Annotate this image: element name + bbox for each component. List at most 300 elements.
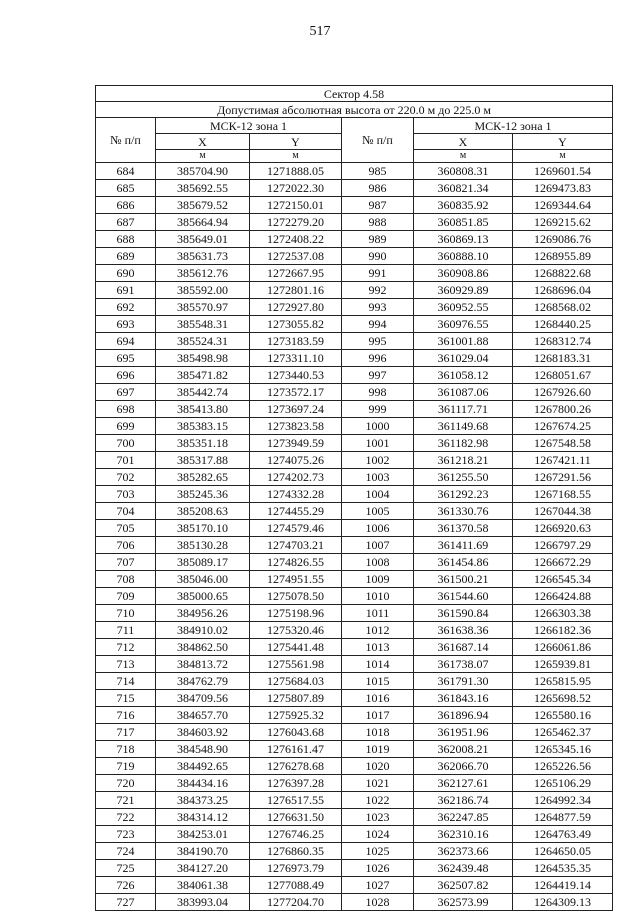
table-row — [96, 214, 613, 231]
point-num-left: 697 — [96, 384, 156, 401]
x-value-right: 362507.82 — [414, 877, 513, 894]
x-value-left: 385679.52 — [156, 197, 250, 214]
unit-y-right: м — [513, 150, 613, 163]
y-value-left: 1276973.79 — [250, 860, 342, 877]
y-value-right: 1264309.13 — [513, 894, 613, 911]
point-num-right: 991 — [342, 265, 414, 282]
x-header-left: X — [156, 134, 250, 150]
point-num-right: 1022 — [342, 792, 414, 809]
y-value-left: 1273823.58 — [250, 418, 342, 435]
point-num-left: 707 — [96, 554, 156, 571]
x-value-right: 361182.98 — [414, 435, 513, 452]
sector-title: Сектор 4.58 — [96, 86, 613, 102]
point-num-right: 996 — [342, 350, 414, 367]
point-num-left: 694 — [96, 333, 156, 350]
table-row — [96, 860, 613, 877]
y-header-right: Y — [513, 134, 613, 150]
y-header-left: Y — [250, 134, 342, 150]
point-num-left: 688 — [96, 231, 156, 248]
x-value-left: 384762.79 — [156, 673, 250, 690]
point-num-right: 997 — [342, 367, 414, 384]
y-value-left: 1275320.46 — [250, 622, 342, 639]
point-num-left: 695 — [96, 350, 156, 367]
y-value-right: 1266545.34 — [513, 571, 613, 588]
x-value-right: 361896.94 — [414, 707, 513, 724]
x-value-right: 361292.23 — [414, 486, 513, 503]
point-num-right: 994 — [342, 316, 414, 333]
y-value-left: 1274455.29 — [250, 503, 342, 520]
table-row — [96, 231, 613, 248]
point-num-right: 987 — [342, 197, 414, 214]
table-row — [96, 639, 613, 656]
point-num-left: 724 — [96, 843, 156, 860]
y-value-left: 1272022.30 — [250, 180, 342, 197]
point-num-right: 1002 — [342, 452, 414, 469]
y-value-right: 1264419.14 — [513, 877, 613, 894]
point-num-right: 986 — [342, 180, 414, 197]
y-value-left: 1276631.50 — [250, 809, 342, 826]
point-num-right: 985 — [342, 163, 414, 180]
x-value-left: 385383.15 — [156, 418, 250, 435]
y-value-left: 1276278.68 — [250, 758, 342, 775]
table-row — [96, 520, 613, 537]
y-value-left: 1275561.98 — [250, 656, 342, 673]
point-num-right: 1003 — [342, 469, 414, 486]
y-value-left: 1275198.96 — [250, 605, 342, 622]
col-num-header-right: № п/п — [342, 118, 414, 163]
table-row — [96, 418, 613, 435]
point-num-left: 690 — [96, 265, 156, 282]
point-num-right: 1000 — [342, 418, 414, 435]
x-value-left: 384657.70 — [156, 707, 250, 724]
y-value-right: 1266182.36 — [513, 622, 613, 639]
y-value-right: 1264535.35 — [513, 860, 613, 877]
x-value-right: 362127.61 — [414, 775, 513, 792]
y-value-left: 1274075.26 — [250, 452, 342, 469]
x-value-right: 362573.99 — [414, 894, 513, 911]
point-num-left: 698 — [96, 401, 156, 418]
point-num-right: 1013 — [342, 639, 414, 656]
unit-x-left: м — [156, 150, 250, 163]
x-value-left: 384314.12 — [156, 809, 250, 826]
x-value-left: 385471.82 — [156, 367, 250, 384]
zone-header-right: МСК-12 зона 1 — [414, 118, 613, 134]
point-num-left: 719 — [96, 758, 156, 775]
y-value-left: 1273440.53 — [250, 367, 342, 384]
x-value-left: 385208.63 — [156, 503, 250, 520]
table-row — [96, 384, 613, 401]
y-value-left: 1274703.21 — [250, 537, 342, 554]
x-value-left: 384603.92 — [156, 724, 250, 741]
x-value-right: 360952.55 — [414, 299, 513, 316]
x-value-left: 385282.65 — [156, 469, 250, 486]
y-value-right: 1268440.25 — [513, 316, 613, 333]
x-value-right: 361087.06 — [414, 384, 513, 401]
point-num-left: 712 — [96, 639, 156, 656]
point-num-left: 722 — [96, 809, 156, 826]
x-value-left: 385592.00 — [156, 282, 250, 299]
y-value-left: 1272537.08 — [250, 248, 342, 265]
x-value-right: 361411.69 — [414, 537, 513, 554]
y-value-right: 1265345.16 — [513, 741, 613, 758]
x-value-right: 362373.66 — [414, 843, 513, 860]
y-value-right: 1268696.04 — [513, 282, 613, 299]
y-value-left: 1273055.82 — [250, 316, 342, 333]
x-value-right: 360821.34 — [414, 180, 513, 197]
y-value-left: 1271888.05 — [250, 163, 342, 180]
y-value-left: 1273572.17 — [250, 384, 342, 401]
y-value-left: 1276517.55 — [250, 792, 342, 809]
table-row — [96, 180, 613, 197]
table-row — [96, 537, 613, 554]
x-value-right: 362247.85 — [414, 809, 513, 826]
y-value-right: 1268822.68 — [513, 265, 613, 282]
x-value-right: 361843.16 — [414, 690, 513, 707]
point-num-left: 706 — [96, 537, 156, 554]
x-value-right: 360835.92 — [414, 197, 513, 214]
y-value-right: 1268051.67 — [513, 367, 613, 384]
point-num-left: 713 — [96, 656, 156, 673]
unit-x-right: м — [414, 150, 513, 163]
point-num-left: 687 — [96, 214, 156, 231]
x-value-left: 385442.74 — [156, 384, 250, 401]
table-row — [96, 248, 613, 265]
point-num-right: 1025 — [342, 843, 414, 860]
x-value-left: 385664.94 — [156, 214, 250, 231]
y-value-right: 1268183.31 — [513, 350, 613, 367]
table-row — [96, 792, 613, 809]
table-row — [96, 588, 613, 605]
point-num-left: 686 — [96, 197, 156, 214]
table-row — [96, 452, 613, 469]
table-row — [96, 265, 613, 282]
y-value-right: 1266920.63 — [513, 520, 613, 537]
y-value-left: 1273697.24 — [250, 401, 342, 418]
x-value-right: 361590.84 — [414, 605, 513, 622]
x-value-right: 362186.74 — [414, 792, 513, 809]
point-num-right: 1027 — [342, 877, 414, 894]
x-value-left: 385524.31 — [156, 333, 250, 350]
table-row — [96, 486, 613, 503]
y-value-left: 1276161.47 — [250, 741, 342, 758]
table-row — [96, 758, 613, 775]
y-value-left: 1275684.03 — [250, 673, 342, 690]
y-value-right: 1269473.83 — [513, 180, 613, 197]
y-value-left: 1272279.20 — [250, 214, 342, 231]
x-value-right: 362310.16 — [414, 826, 513, 843]
point-num-right: 1017 — [342, 707, 414, 724]
table-row — [96, 622, 613, 639]
point-num-right: 1018 — [342, 724, 414, 741]
table-row — [96, 741, 613, 758]
x-value-right: 361500.21 — [414, 571, 513, 588]
y-value-left: 1277204.70 — [250, 894, 342, 911]
y-value-left: 1276397.28 — [250, 775, 342, 792]
point-num-left: 701 — [96, 452, 156, 469]
x-value-right: 361117.71 — [414, 401, 513, 418]
x-value-right: 361638.36 — [414, 622, 513, 639]
y-value-left: 1276860.35 — [250, 843, 342, 860]
point-num-left: 720 — [96, 775, 156, 792]
x-value-right: 361029.04 — [414, 350, 513, 367]
point-num-left: 696 — [96, 367, 156, 384]
x-value-right: 361951.96 — [414, 724, 513, 741]
y-value-right: 1264992.34 — [513, 792, 613, 809]
y-value-left: 1275078.50 — [250, 588, 342, 605]
point-num-left: 700 — [96, 435, 156, 452]
y-value-right: 1265815.95 — [513, 673, 613, 690]
x-value-left: 385317.88 — [156, 452, 250, 469]
point-num-left: 709 — [96, 588, 156, 605]
table-row — [96, 605, 613, 622]
x-value-left: 385170.10 — [156, 520, 250, 537]
table-row — [96, 707, 613, 724]
x-value-right: 362066.70 — [414, 758, 513, 775]
y-value-right: 1267674.25 — [513, 418, 613, 435]
y-value-left: 1274332.28 — [250, 486, 342, 503]
y-value-left: 1274202.73 — [250, 469, 342, 486]
y-value-right: 1266424.88 — [513, 588, 613, 605]
zone-header-left: МСК-12 зона 1 — [156, 118, 342, 134]
y-value-left: 1275807.89 — [250, 690, 342, 707]
x-value-right: 362439.48 — [414, 860, 513, 877]
point-num-left: 684 — [96, 163, 156, 180]
y-value-right: 1267926.60 — [513, 384, 613, 401]
point-num-left: 693 — [96, 316, 156, 333]
table-row — [96, 435, 613, 452]
x-value-right: 361738.07 — [414, 656, 513, 673]
y-value-left: 1273311.10 — [250, 350, 342, 367]
point-num-left: 704 — [96, 503, 156, 520]
x-value-left: 384910.02 — [156, 622, 250, 639]
point-num-left: 715 — [96, 690, 156, 707]
point-num-left: 717 — [96, 724, 156, 741]
x-value-left: 385649.01 — [156, 231, 250, 248]
y-value-left: 1277088.49 — [250, 877, 342, 894]
table-row — [96, 673, 613, 690]
y-value-left: 1272801.16 — [250, 282, 342, 299]
y-value-right: 1267548.58 — [513, 435, 613, 452]
table-row — [96, 503, 613, 520]
x-value-right: 360869.13 — [414, 231, 513, 248]
point-num-right: 999 — [342, 401, 414, 418]
point-num-left: 723 — [96, 826, 156, 843]
x-value-left: 384709.56 — [156, 690, 250, 707]
y-value-right: 1265698.52 — [513, 690, 613, 707]
height-range: Допустимая абсолютная высота от 220.0 м до 225.0 м — [96, 102, 613, 118]
x-value-left: 385612.76 — [156, 265, 250, 282]
x-value-left: 385498.98 — [156, 350, 250, 367]
point-num-right: 1015 — [342, 673, 414, 690]
x-value-right: 361001.88 — [414, 333, 513, 350]
y-value-right: 1269601.54 — [513, 163, 613, 180]
point-num-right: 1010 — [342, 588, 414, 605]
y-value-right: 1267291.56 — [513, 469, 613, 486]
point-num-right: 1020 — [342, 758, 414, 775]
y-value-left: 1273183.59 — [250, 333, 342, 350]
y-value-right: 1266672.29 — [513, 554, 613, 571]
table-row — [96, 690, 613, 707]
y-value-right: 1269344.64 — [513, 197, 613, 214]
point-num-left: 710 — [96, 605, 156, 622]
point-num-left: 702 — [96, 469, 156, 486]
y-value-left: 1273949.59 — [250, 435, 342, 452]
point-num-right: 1012 — [342, 622, 414, 639]
table-row — [96, 809, 613, 826]
x-value-right: 361330.76 — [414, 503, 513, 520]
table-row — [96, 350, 613, 367]
point-num-left: 708 — [96, 571, 156, 588]
point-num-left: 716 — [96, 707, 156, 724]
x-value-left: 384862.50 — [156, 639, 250, 656]
table-row — [96, 877, 613, 894]
table-row — [96, 401, 613, 418]
x-value-left: 385548.31 — [156, 316, 250, 333]
point-num-right: 1007 — [342, 537, 414, 554]
x-value-left: 384434.16 — [156, 775, 250, 792]
point-num-left: 689 — [96, 248, 156, 265]
y-value-left: 1275441.48 — [250, 639, 342, 656]
y-value-right: 1266061.86 — [513, 639, 613, 656]
x-value-right: 361454.86 — [414, 554, 513, 571]
y-value-right: 1266303.38 — [513, 605, 613, 622]
x-value-right: 361544.60 — [414, 588, 513, 605]
point-num-right: 1024 — [342, 826, 414, 843]
x-value-right: 361687.14 — [414, 639, 513, 656]
point-num-left: 685 — [96, 180, 156, 197]
point-num-right: 993 — [342, 299, 414, 316]
x-value-right: 360929.89 — [414, 282, 513, 299]
point-num-left: 726 — [96, 877, 156, 894]
y-value-right: 1265106.29 — [513, 775, 613, 792]
x-value-left: 385704.90 — [156, 163, 250, 180]
y-value-left: 1274826.55 — [250, 554, 342, 571]
x-value-right: 361218.21 — [414, 452, 513, 469]
point-num-right: 995 — [342, 333, 414, 350]
x-value-left: 385046.00 — [156, 571, 250, 588]
x-value-left: 384373.25 — [156, 792, 250, 809]
table-row — [96, 843, 613, 860]
y-value-right: 1268312.74 — [513, 333, 613, 350]
x-value-right: 360808.31 — [414, 163, 513, 180]
x-value-right: 360976.55 — [414, 316, 513, 333]
y-value-right: 1265226.56 — [513, 758, 613, 775]
table-row — [96, 894, 613, 911]
x-value-left: 385000.65 — [156, 588, 250, 605]
x-value-left: 385245.36 — [156, 486, 250, 503]
point-num-right: 1021 — [342, 775, 414, 792]
table-row — [96, 299, 613, 316]
y-value-right: 1264650.05 — [513, 843, 613, 860]
page-number: 517 — [309, 24, 331, 39]
x-value-left: 384956.26 — [156, 605, 250, 622]
x-value-left: 385631.73 — [156, 248, 250, 265]
x-value-right: 360888.10 — [414, 248, 513, 265]
x-value-right: 362008.21 — [414, 741, 513, 758]
point-num-left: 727 — [96, 894, 156, 911]
y-value-right: 1268568.02 — [513, 299, 613, 316]
point-num-left: 721 — [96, 792, 156, 809]
point-num-right: 1009 — [342, 571, 414, 588]
point-num-right: 1006 — [342, 520, 414, 537]
x-value-right: 361370.58 — [414, 520, 513, 537]
x-value-left: 384492.65 — [156, 758, 250, 775]
coordinates-table — [95, 85, 613, 911]
point-num-right: 1014 — [342, 656, 414, 673]
x-value-left: 384813.72 — [156, 656, 250, 673]
point-num-left: 705 — [96, 520, 156, 537]
y-value-right: 1268955.89 — [513, 248, 613, 265]
y-value-right: 1267044.38 — [513, 503, 613, 520]
y-value-right: 1266797.29 — [513, 537, 613, 554]
y-value-left: 1272667.95 — [250, 265, 342, 282]
point-num-right: 990 — [342, 248, 414, 265]
table-row — [96, 724, 613, 741]
y-value-right: 1265580.16 — [513, 707, 613, 724]
point-num-left: 725 — [96, 860, 156, 877]
point-num-left: 691 — [96, 282, 156, 299]
table-row — [96, 656, 613, 673]
x-value-right: 361255.50 — [414, 469, 513, 486]
table-row — [96, 775, 613, 792]
y-value-left: 1272408.22 — [250, 231, 342, 248]
table-row — [96, 554, 613, 571]
x-value-left: 384548.90 — [156, 741, 250, 758]
col-num-header-left: № п/п — [96, 118, 156, 163]
point-num-right: 989 — [342, 231, 414, 248]
point-num-right: 1001 — [342, 435, 414, 452]
y-value-right: 1267168.55 — [513, 486, 613, 503]
y-value-right: 1264763.49 — [513, 826, 613, 843]
x-value-left: 384127.20 — [156, 860, 250, 877]
point-num-right: 1011 — [342, 605, 414, 622]
y-value-right: 1269215.62 — [513, 214, 613, 231]
x-value-right: 361149.68 — [414, 418, 513, 435]
y-value-right: 1269086.76 — [513, 231, 613, 248]
table-row — [96, 571, 613, 588]
point-num-right: 1023 — [342, 809, 414, 826]
point-num-left: 714 — [96, 673, 156, 690]
y-value-left: 1274951.55 — [250, 571, 342, 588]
y-value-right: 1265462.37 — [513, 724, 613, 741]
y-value-left: 1276043.68 — [250, 724, 342, 741]
table-row — [96, 333, 613, 350]
table-row — [96, 316, 613, 333]
table-row — [96, 826, 613, 843]
x-value-right: 361058.12 — [414, 367, 513, 384]
point-num-right: 988 — [342, 214, 414, 231]
point-num-right: 998 — [342, 384, 414, 401]
point-num-right: 1004 — [342, 486, 414, 503]
y-value-right: 1265939.81 — [513, 656, 613, 673]
x-value-right: 361791.30 — [414, 673, 513, 690]
table-body — [96, 163, 613, 911]
point-num-right: 1016 — [342, 690, 414, 707]
point-num-right: 1008 — [342, 554, 414, 571]
x-value-left: 383993.04 — [156, 894, 250, 911]
unit-y-left: м — [250, 150, 342, 163]
point-num-right: 1005 — [342, 503, 414, 520]
point-num-left: 711 — [96, 622, 156, 639]
table-row — [96, 282, 613, 299]
x-value-left: 384190.70 — [156, 843, 250, 860]
point-num-left: 703 — [96, 486, 156, 503]
point-num-right: 992 — [342, 282, 414, 299]
y-value-left: 1272927.80 — [250, 299, 342, 316]
table-row — [96, 469, 613, 486]
point-num-right: 1019 — [342, 741, 414, 758]
x-value-left: 385413.80 — [156, 401, 250, 418]
